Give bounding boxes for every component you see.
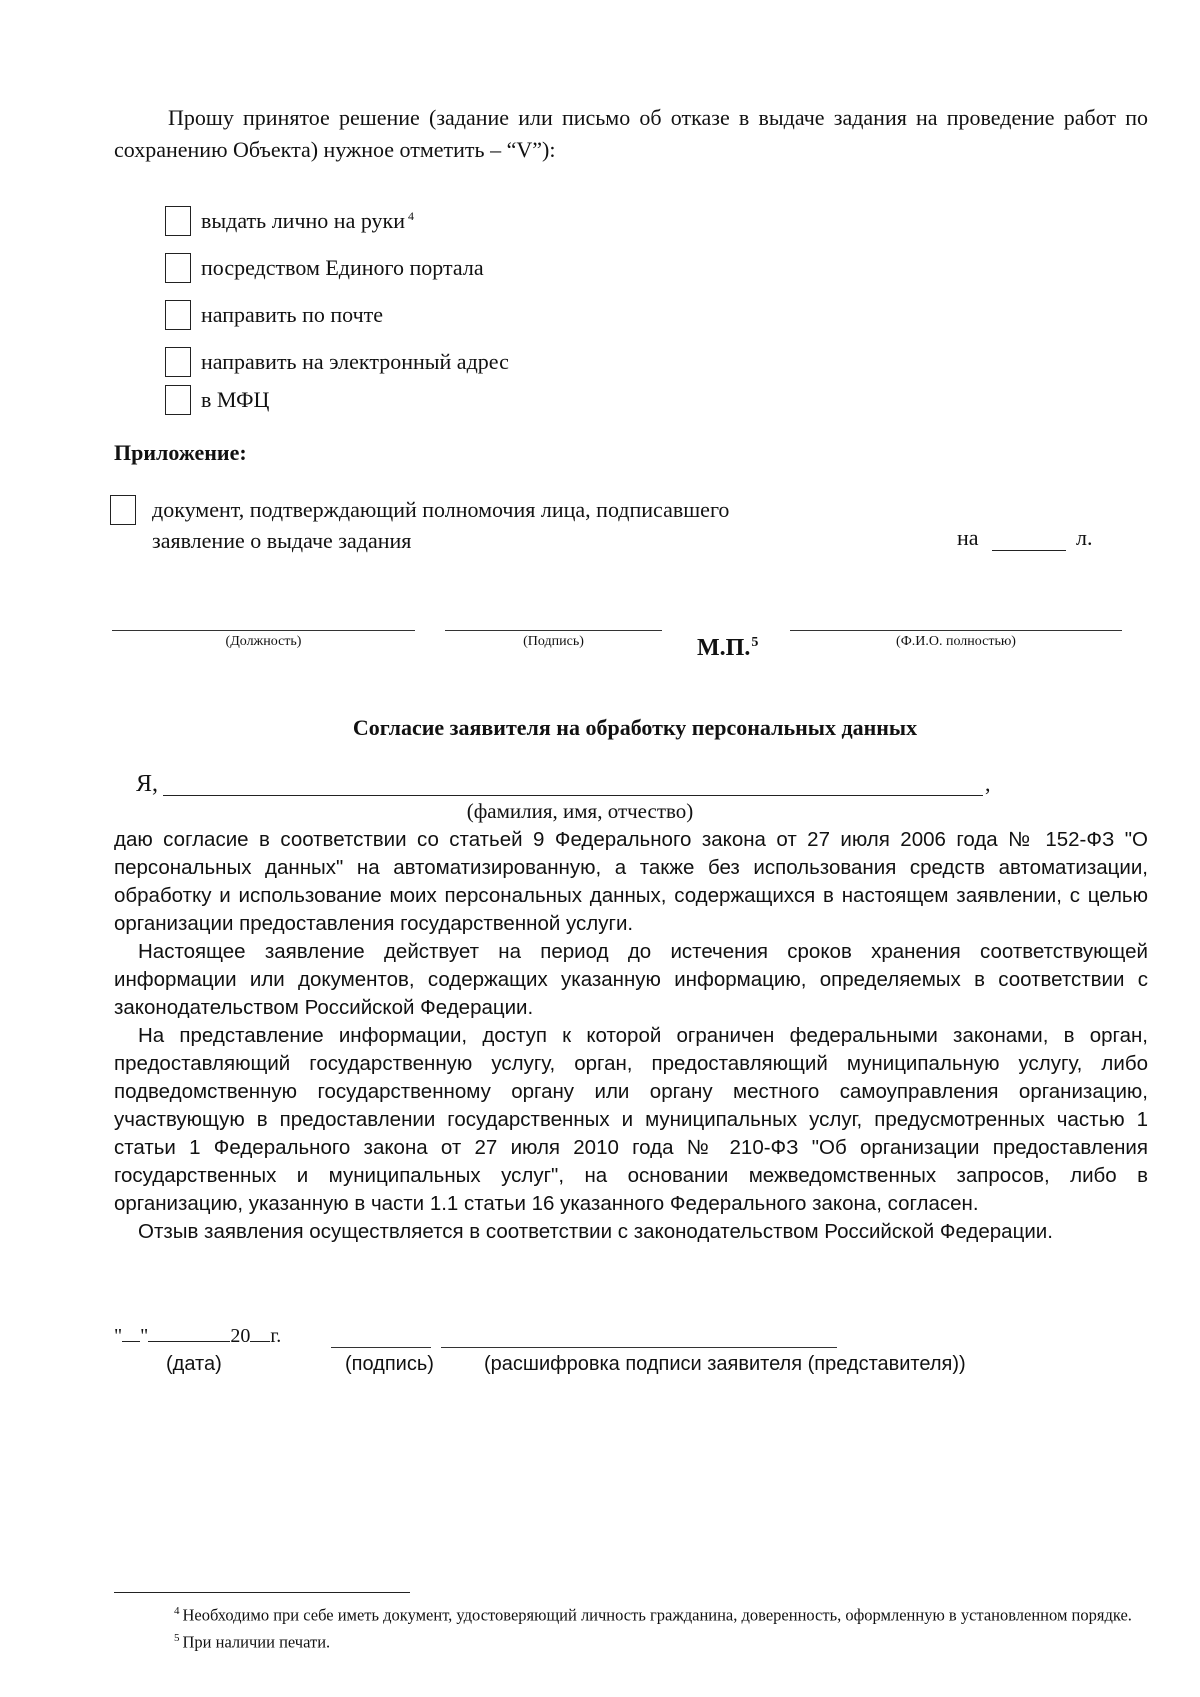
signature-line[interactable] [445,630,662,631]
applicant-signature-line[interactable] [331,1347,431,1348]
option-email[interactable] [165,346,509,378]
month-field[interactable] [148,1341,230,1342]
option-unified-portal[interactable] [165,252,484,284]
email-label: направить на электронный адрес [201,349,509,374]
signature-caption: (Подпись) [523,634,584,649]
attachment-line-2: заявление о выдаче задания [152,528,412,553]
fio-caption: (фамилия, имя, отчество) [466,799,694,823]
footnote-separator [114,1592,410,1593]
attachment-line-1: документ, подтверждающий полномочия лица, подписавшего [152,497,730,522]
signature-decoding-line[interactable] [441,1347,837,1348]
applicant-signature-caption: (подпись) [345,1353,434,1375]
signature-decoding-caption: (расшифровка подписи заявителя (представителя)) [484,1353,966,1375]
date-row: " " 20 г. [114,1325,282,1347]
option-post[interactable] [165,299,383,331]
day-field[interactable] [122,1341,140,1342]
full-name-line[interactable] [790,630,1122,631]
year-field[interactable] [250,1341,270,1342]
consent-title: Согласие заявителя на обработку персональных данных [352,715,918,740]
attachment-heading: Приложение: [114,440,247,465]
option-hand-delivery[interactable] [165,205,414,237]
stamp-label: М.П.$^5$ [697,635,759,661]
date-caption: (дата) [166,1353,222,1375]
pages-suffix: л. [1076,525,1093,550]
consent-body [114,826,1148,1246]
unified-portal-checkbox[interactable] [165,253,191,283]
hand-delivery-label: выдать лично на руки $^4$ [201,208,415,233]
consent-paragraph-2: Настоящее заявление действует на период до истечения сроков хранения соответствующей информации или документов, содержащих указанную информацию, определяемых в соответствии с законодательством Российской Федерации. [114,940,1148,1019]
footnotes [114,1600,1150,1653]
applicant-name-field[interactable] [163,795,983,796]
option-mfc[interactable] [165,384,269,416]
position-caption: (Должность) [225,634,302,649]
post-label: направить по почте [201,302,384,327]
post-checkbox[interactable] [165,300,191,330]
intro-paragraph: Прошу принятое решение (задание или письмо об отказе в выдаче задания на проведение работ по сохранению Объекта) нужное отметить – “V”): [114,105,1148,162]
footnote-4: $^4$ Необходимо при себе иметь документ, удостоверяющий личность гражданина, доверенность, оформленную в установленном порядке. [174,1605,1132,1625]
consent-paragraph-4: Отзыв заявления осуществляется в соответствии с законодательством Российской Федерации. [138,1220,1053,1243]
pages-count-field[interactable] [992,550,1066,551]
hand-delivery-checkbox[interactable] [165,206,191,236]
full-name-caption: (Ф.И.О. полностью) [896,634,1016,649]
footnote-ref-5: 5 [751,635,759,650]
consent-paragraph-3: На представление информации, доступ к которой ограничен федеральными законами, в орган, предоставляющий государственную услугу, орган, предоставляющий муниципальную услугу, либо подведомственную государственному органу или органу местного самоуправления организацию, участвующую в предоставлении государственных и муниципальных услуг, предусмотренных частью 1 статьи 1 Федерального закона от 27 июля 2010 года № 210-ФЗ "Об организации предоставления государственных и муниципальных услуг", на основании межведомственных запросов, либо в организацию, указанную в части 1.1 статьи 16 указанного Федерального закона, согласен. [114,1024,1148,1215]
attachment-description [152,494,729,556]
attachment-checkbox[interactable] [110,495,136,525]
mfc-checkbox[interactable] [165,385,191,415]
pages-prefix: на [957,525,979,550]
unified-portal-label: посредством Единого портала [201,255,484,280]
ya-label: Я, [136,771,159,797]
email-checkbox[interactable] [165,347,191,377]
mfc-label: в МФЦ [201,387,270,412]
footnote-5: $^5$ При наличии печати. [174,1631,331,1651]
consent-paragraph-1: даю согласие в соответствии со статьей 9 Федерального закона от 27 июля 2006 года № 152-ФЗ "О персональных данных" на автоматизированную, а также без использования средств автоматизации, обработку и использование моих персональных данных, содержащихся в настоящем заявлении, с целью организации предоставления государственной услуги. [114,828,1148,935]
footnote-ref-4: 4 [408,208,415,223]
position-line[interactable] [112,630,415,631]
ya-comma: , [985,771,991,796]
